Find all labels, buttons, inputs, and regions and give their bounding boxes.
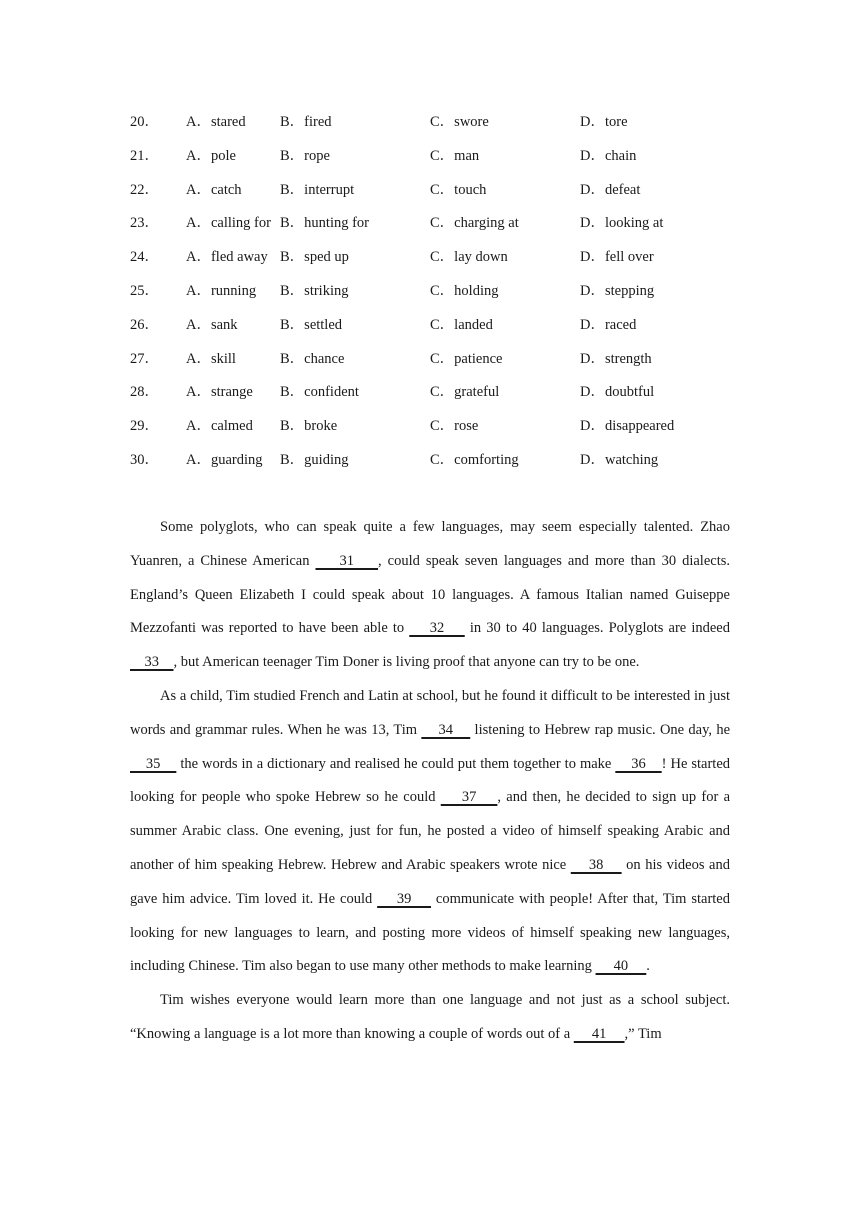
question-row bbox=[130, 414, 750, 448]
cloze-passage bbox=[130, 511, 730, 1052]
passage-paragraph bbox=[130, 511, 730, 680]
blank-38: 38 bbox=[570, 856, 622, 873]
passage-text: Some polyglots, who can speak quite a few languages, may seem especially talented. Zhao Yuanren, a Chinese American bbox=[130, 519, 730, 569]
question-number: 21． bbox=[130, 147, 159, 164]
option-c: C．comforting bbox=[430, 451, 519, 468]
question-row bbox=[130, 144, 750, 178]
option-c: C．touch bbox=[430, 181, 487, 198]
answer-options-list bbox=[130, 110, 750, 482]
option-d: D．watching bbox=[580, 451, 659, 468]
option-c: C．patience bbox=[430, 350, 503, 367]
option-a: A．pole bbox=[186, 147, 236, 164]
question-number: 25． bbox=[130, 282, 159, 299]
option-b: B．interrupt bbox=[280, 181, 355, 198]
passage-paragraph bbox=[130, 984, 730, 1052]
option-b: B．sped up bbox=[280, 249, 349, 266]
blank-33: 33 bbox=[130, 654, 174, 671]
passage-text: ! He started looking for people who spoke Hebrew so he could bbox=[130, 755, 731, 806]
blank-35: 35 bbox=[130, 755, 177, 772]
passage-text: , could speak seven languages and more than 30 dialects. England’s Queen Elizabeth I could speak about 10 languages. A famous Italian named Guiseppe Mezzofanti was reported to have been able to bbox=[130, 552, 731, 637]
passage-paragraph bbox=[130, 680, 730, 984]
blank-40: 40 bbox=[595, 958, 647, 975]
option-d: D．chain bbox=[580, 147, 637, 164]
question-number: 24． bbox=[130, 249, 159, 266]
blank-34: 34 bbox=[421, 721, 471, 738]
option-d: D．doubtful bbox=[580, 384, 655, 401]
option-a: A．running bbox=[186, 282, 257, 299]
option-c: C．lay down bbox=[430, 249, 508, 266]
option-a: A．calmed bbox=[186, 418, 253, 435]
passage-text: in 30 to 40 languages. Polyglots are indeed bbox=[464, 620, 730, 637]
option-c: C．charging at bbox=[430, 215, 519, 232]
passage-text: Tim wishes everyone would learn more than one language and not just as a school subject. “Knowing a language is a lot more than knowing a couple of words out of a bbox=[130, 992, 730, 1042]
option-d: D．strength bbox=[580, 350, 652, 367]
option-a: A．strange bbox=[186, 384, 253, 401]
option-b: B．hunting for bbox=[280, 215, 370, 232]
passage-text: communicate with people! After that, Tim started looking for new languages to learn, and posting more videos of himself speaking new languages, including Chinese. Tim also began to use many other methods to make learning bbox=[130, 890, 730, 975]
question-number: 28． bbox=[130, 384, 159, 401]
option-b: B．fired bbox=[280, 114, 332, 130]
blank-31: 31 bbox=[315, 552, 379, 569]
question-row bbox=[130, 110, 750, 144]
option-a: A．skill bbox=[186, 350, 236, 367]
question-number: 22． bbox=[130, 181, 159, 198]
option-c: C．man bbox=[430, 147, 480, 164]
question-number: 27． bbox=[130, 350, 159, 367]
option-d: D．fell over bbox=[580, 249, 654, 266]
option-b: B．striking bbox=[280, 282, 349, 299]
option-b: B．guiding bbox=[280, 451, 349, 468]
option-a: A．fled away bbox=[186, 249, 268, 266]
option-a: A．guarding bbox=[186, 451, 263, 468]
question-row bbox=[130, 313, 750, 347]
passage-text: ,” Tim bbox=[624, 1025, 662, 1042]
question-row bbox=[130, 178, 750, 212]
option-a: A．calling for bbox=[186, 215, 271, 232]
option-b: B．confident bbox=[280, 384, 359, 401]
question-row bbox=[130, 245, 750, 279]
option-a: A．stared bbox=[186, 114, 246, 130]
blank-36: 36 bbox=[615, 755, 662, 772]
blank-41: 41 bbox=[573, 1025, 625, 1042]
passage-text: , but American teenager Tim Doner is living proof that anyone can try to be one. bbox=[173, 654, 640, 671]
question-row bbox=[130, 448, 750, 482]
question-row bbox=[130, 380, 750, 414]
question-row bbox=[130, 211, 750, 245]
question-row bbox=[130, 347, 750, 381]
question-number: 30． bbox=[130, 451, 159, 468]
blank-32: 32 bbox=[409, 620, 465, 637]
option-b: B．rope bbox=[280, 147, 330, 164]
question-row bbox=[130, 279, 750, 313]
option-c: C．rose bbox=[430, 418, 479, 435]
passage-text: , and then, he decided to sign up for a summer Arabic class. One evening, just for fun, he posted a video of himself speaking Arabic and another of him speaking Hebrew. Hebrew and Arabic speakers wrote nice bbox=[130, 789, 731, 873]
question-number: 26． bbox=[130, 316, 159, 333]
option-d: D．disappeared bbox=[580, 418, 675, 435]
option-d: D．defeat bbox=[580, 181, 641, 198]
passage-text: listening to Hebrew rap music. One day, he bbox=[470, 721, 731, 738]
blank-39: 39 bbox=[377, 890, 431, 907]
option-d: D．looking at bbox=[580, 215, 664, 232]
option-c: C．holding bbox=[430, 282, 499, 299]
question-number: 29． bbox=[130, 418, 159, 435]
option-c: C．grateful bbox=[430, 384, 500, 401]
question-number: 20． bbox=[130, 114, 159, 130]
passage-text: . bbox=[646, 958, 650, 975]
option-d: D．tore bbox=[580, 114, 628, 130]
blank-37: 37 bbox=[440, 789, 498, 806]
option-d: D．raced bbox=[580, 316, 637, 333]
option-b: B．settled bbox=[280, 316, 343, 333]
passage-text: As a child, Tim studied French and Latin at school, but he found it difficult to be interested in just words and grammar rules. When he was 13, Tim bbox=[130, 687, 730, 738]
option-b: B．chance bbox=[280, 350, 345, 367]
option-c: C．landed bbox=[430, 316, 493, 333]
option-a: A．catch bbox=[186, 181, 242, 198]
option-b: B．broke bbox=[280, 418, 338, 435]
passage-text: on his videos and gave him advice. Tim loved it. He could bbox=[130, 856, 730, 907]
question-number: 23． bbox=[130, 215, 159, 232]
option-d: D．stepping bbox=[580, 282, 655, 299]
passage-text: the words in a dictionary and realised he could put them together to make bbox=[176, 755, 616, 772]
option-a: A．sank bbox=[186, 316, 238, 333]
option-c: C．swore bbox=[430, 114, 489, 130]
